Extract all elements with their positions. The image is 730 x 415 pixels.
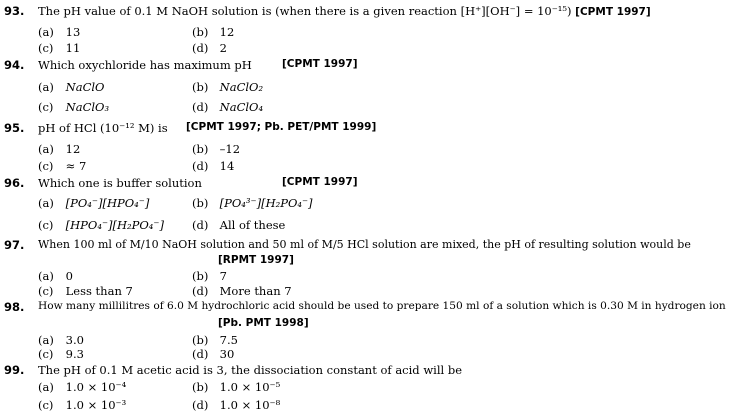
option-b: (b) –12 [192, 142, 241, 156]
option-c: (c) [HPO₄⁻][H₂PO₄⁻] [38, 218, 164, 232]
question-source: [RPMT 1997] [218, 254, 294, 266]
question-stem: The pH value of 0.1 M NaOH solution is (when there is a given reaction [H⁺][OH⁻] = 10⁻¹⁵) [CPMT 1997] [38, 4, 651, 18]
question-source: [CPMT 1997; Pb. PET/PMT 1999] [186, 121, 377, 133]
option-c: (c) ≈ 7 [38, 159, 87, 173]
question-number: 96. [4, 176, 25, 190]
option-b: (b) 7.5 [192, 333, 238, 347]
question-number: 94. [4, 58, 25, 72]
option-b: (b) 7 [192, 269, 227, 283]
option-c: (c) 9.3 [38, 347, 84, 361]
option-a: (a) NaClO [38, 80, 105, 94]
question-source: [Pb. PMT 1998] [218, 317, 309, 329]
option-c: (c) 1.0 × 10⁻³ [38, 398, 127, 412]
option-c: (c) Less than 7 [38, 284, 133, 298]
question-stem: pH of HCl (10⁻¹² M) is [38, 121, 168, 135]
question-stem: Which oxychloride has maximum pH [38, 58, 252, 72]
option-c: (c) 11 [38, 41, 81, 55]
option-d: (d) More than 7 [192, 284, 292, 298]
question-source: [CPMT 1997] [282, 176, 358, 188]
question-source: [CPMT 1997] [575, 6, 651, 18]
question-stem: When 100 ml of M/10 NaOH solution and 50 ml of M/5 HCl solution are mixed, the pH of resulting solution would be [38, 238, 691, 251]
question-number: 97. [4, 238, 25, 252]
option-c: (c) NaClO₃ [38, 100, 110, 114]
question-number: 93. [4, 4, 25, 18]
option-d: (d) 14 [192, 159, 235, 173]
option-d: (d) 30 [192, 347, 235, 361]
option-a: (a) 1.0 × 10⁻⁴ [38, 380, 127, 394]
option-b: (b) 12 [192, 25, 235, 39]
question-stem: The pH of 0.1 M acetic acid is 3, the dissociation constant of acid will be [38, 363, 463, 377]
question-source: [CPMT 1997] [282, 58, 358, 70]
option-d: (d) NaClO₄ [192, 100, 264, 114]
option-d: (d) All of these [192, 218, 286, 232]
option-b: (b) [PO₄³⁻][H₂PO₄⁻] [192, 196, 313, 210]
option-b: (b) NaClO₂ [192, 80, 264, 94]
option-b: (b) 1.0 × 10⁻⁵ [192, 380, 281, 394]
question-number: 95. [4, 121, 25, 135]
question-stem: Which one is buffer solution [38, 176, 202, 190]
question-stem: How many millilitres of 6.0 M hydrochloric acid should be used to prepare 150 ml of a solution which is 0.30 M in hydrogen ion [38, 300, 726, 312]
option-a: (a) 0 [38, 269, 73, 283]
question-number: 99. [4, 363, 25, 377]
option-d: (d) 1.0 × 10⁻⁸ [192, 398, 281, 412]
option-a: (a) 3.0 [38, 333, 84, 347]
option-d: (d) 2 [192, 41, 227, 55]
option-a: (a) [PO₄⁻][HPO₄⁻] [38, 196, 150, 210]
option-a: (a) 13 [38, 25, 81, 39]
question-number: 98. [4, 300, 25, 314]
option-a: (a) 12 [38, 142, 81, 156]
